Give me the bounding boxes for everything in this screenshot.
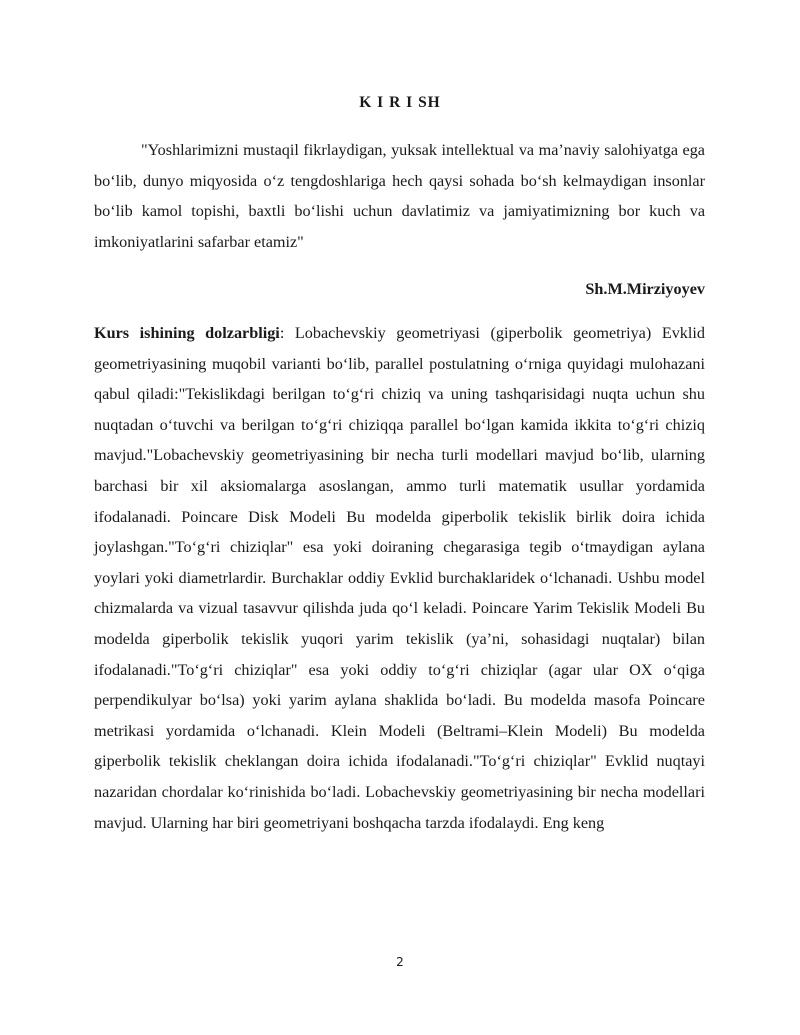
- section-lead: Kurs ishining dolzarbligi: [94, 324, 280, 342]
- page-number: 2: [396, 955, 404, 969]
- epigraph-quote: "Yoshlarimizni mustaqil fikrlaydigan, yuksak intellektual va ma’naviy salohiyatga ega bo‘lib, dunyo miqyosida o‘z tengdoshlariga hech qaysi sohada bo‘sh kelmaydigan insonlar bo‘lib kamol topishi, baxtli bo‘lishi uchun davlatimiz va jamiyatimizning bor kuch va imkoniyatlarini safarbar etamiz": [94, 141, 705, 251]
- page-title: K I R I SH: [359, 94, 441, 111]
- epigraph-author: Sh.M.Mirziyoyev: [585, 280, 705, 298]
- section-text: : Lobachevskiy geometriyasi (giperbolik geometriya) Evklid geometriyasining muqobil varianti bo‘lib, parallel postulatning o‘rniga quyidagi mulohazani qabul qiladi:"Tekislikdagi berilgan to‘g‘ri chiziq va uning tashqarisidagi nuqta uchun shu nuqtadan o‘tuvchi va berilgan to‘g‘ri chiziqqa parallel bo‘lgan kamida ikkita to‘g‘ri chiziq mavjud."Lobachevskiy geometriyasining bir necha turli modellari mavjud bo‘lib, ularning barchasi bir xil aksiomalarga asoslangan, ammo turli matematik usullar yordamida ifodalanadi. Poincare Disk Modeli Bu modelda giperbolik tekislik birlik doira ichida joylashgan."To‘g‘ri chiziqlar" esa yoki doiraning chegarasiga tegib o‘tmaydigan aylana yoylari yoki diametrlardir. Burchaklar oddiy Evklid burchaklaridek o‘lchanadi. Ushbu model chizmalarda va vizual tasavvur qilishda juda qo‘l keladi. Poincare Yarim Tekislik Modeli Bu modelda giperbolik tekislik yuqori yarim tekislik (ya’ni, sohasidagi nuqtalar) bilan ifodalanadi."To‘g‘ri chiziqlar" esa yoki oddiy to‘g‘ri chiziqlar (agar ular OX o‘qiga perpendikulyar bo‘lsa) yoki yarim aylana shaklida bo‘ladi. Bu modelda masofa Poincare metrikasi yordamida o‘lchanadi. Klein Modeli (Beltrami–Klein Modeli) Bu modelda giperbolik tekislik cheklangan doira ichida ifodalanadi."To‘g‘ri chiziqlar" Evklid nuqtayi nazaridan chordalar ko‘rinishida bo‘ladi. Lobachevskiy geometriyasining bir necha modellari mavjud. Ularning har biri geometriyani boshqacha tarzda ifodalaydi. Eng keng: [94, 324, 705, 832]
- body-paragraph: [94, 318, 705, 838]
